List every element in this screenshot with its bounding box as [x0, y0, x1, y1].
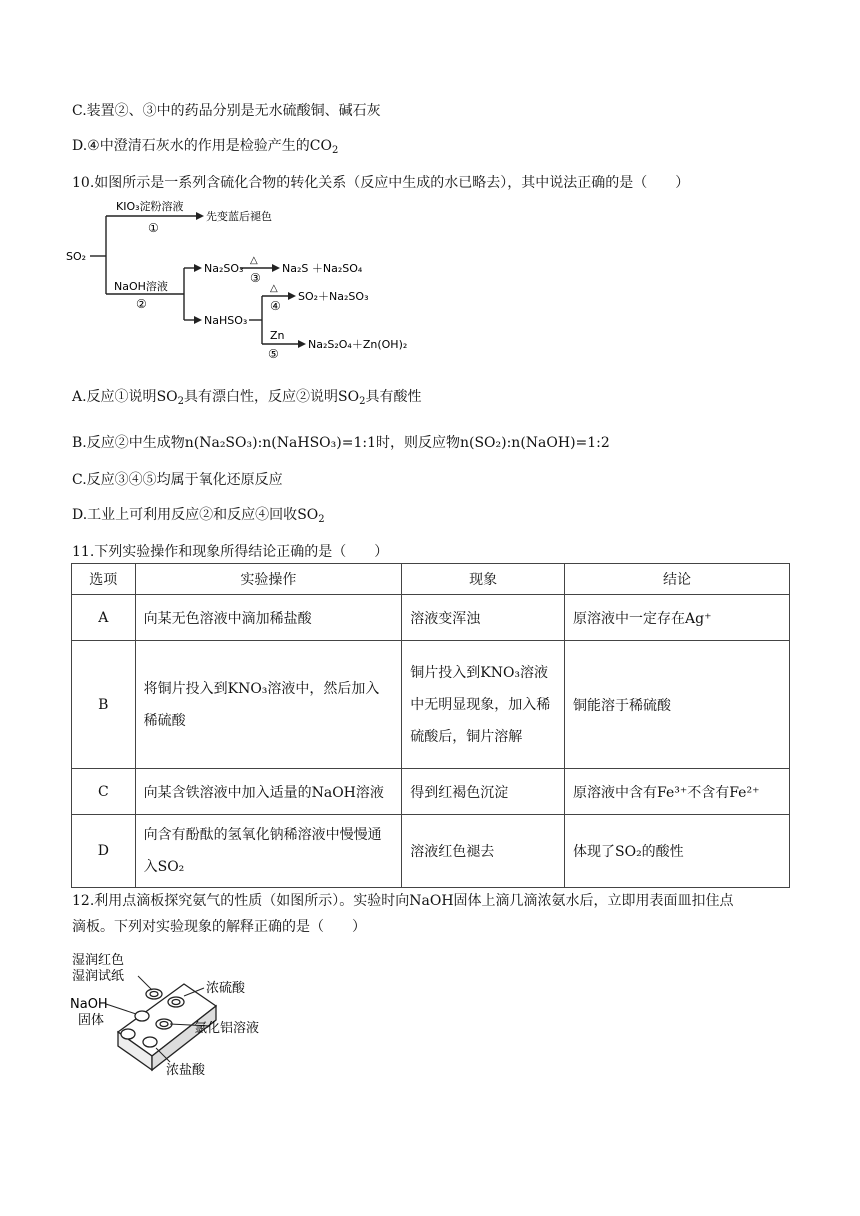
header-conclusion: 结论	[565, 564, 790, 595]
row-b-phenomenon: 铜片投入到KNO₃溶液中无明显现象，加入稀硫酸后，铜片溶解	[402, 641, 565, 769]
result1-label: 先变蓝后褪色	[206, 210, 272, 223]
label-conc-sulfuric: 浓硫酸	[206, 981, 246, 996]
option-a-part1: A.反应①说明	[72, 389, 157, 405]
product5-label: Na₂S₂O₄＋Zn(OH)₂	[308, 338, 408, 351]
label-conc-hcl: 浓盐酸	[166, 1063, 206, 1078]
row-c-conclusion: 原溶液中含有Fe³⁺不含有Fe²⁺	[565, 769, 790, 815]
row-c-phenomenon: 得到红褐色沉淀	[402, 769, 565, 815]
so2-sub-d: 2	[318, 514, 325, 525]
product3-label: Na₂S ＋Na₂SO₄	[282, 262, 363, 275]
co2-formula: CO	[309, 138, 332, 154]
label-alcl3: 氯化铝溶液	[194, 1021, 260, 1036]
na2so3-label: Na₂SO₃	[204, 262, 244, 275]
step2-label: ②	[136, 297, 147, 311]
question-10-option-b: B.反应②中生成物n(Na₂SO₃):n(NaHSO₃)=1:1时，则反应物n(SO₂):n(NaOH)=1:2	[72, 435, 610, 451]
product4-label: SO₂＋Na₂SO₃	[298, 290, 369, 303]
row-d-conclusion: 体现了SO₂的酸性	[565, 815, 790, 888]
question-10-option-a	[72, 386, 421, 407]
row-c-option: C	[72, 769, 136, 815]
reaction-diagram-10	[66, 196, 426, 366]
table-row	[72, 595, 790, 641]
question-10-option-d	[72, 504, 325, 525]
so2-formula-d: SO	[297, 507, 319, 523]
so2-label: SO₂	[66, 250, 87, 263]
so2-formula-a1: SO	[156, 389, 178, 405]
header-phenomenon: 现象	[402, 564, 565, 595]
option-a-part3: 具有酸性	[365, 389, 422, 405]
option-c-line: C.装置②、③中的药品分别是无水硫酸铜、碱石灰	[72, 103, 381, 119]
so2-formula-a2: SO	[338, 389, 360, 405]
step4-label: ④	[270, 299, 281, 313]
header-option: 选项	[72, 564, 136, 595]
option-d-line	[72, 135, 338, 156]
row-a-phenomenon: 溶液变浑浊	[402, 595, 565, 641]
row-a-operation: 向某无色溶液中滴加稀盐酸	[135, 595, 402, 641]
so2-sub-a1: 2	[177, 396, 185, 407]
kio3-label: KIO₃淀粉溶液	[116, 200, 184, 213]
co2-sub: 2	[331, 145, 339, 156]
zn-label: Zn	[270, 329, 285, 342]
table-row	[72, 769, 790, 815]
label-naoh: NaOH	[70, 997, 108, 1012]
question-12-line2: 滴板。下列对实验现象的解释正确的是（ ）	[72, 919, 366, 935]
row-b-option: B	[72, 641, 136, 769]
delta-4-label: △	[270, 283, 278, 294]
naoh-label: NaOH溶液	[114, 280, 168, 293]
row-d-phenomenon: 溶液红色褪去	[402, 815, 565, 888]
row-d-operation: 向含有酚酞的氢氧化钠稀溶液中慢慢通入SO₂	[135, 815, 402, 888]
delta-3-label: △	[250, 255, 258, 266]
step5-label: ⑤	[268, 347, 279, 361]
spot-plate-diagram	[66, 948, 286, 1088]
option-d-text: D.④中澄清石灰水的作用是检验产生的	[72, 138, 310, 154]
step1-label: ①	[148, 221, 159, 235]
row-a-option: A	[72, 595, 136, 641]
row-c-operation: 向某含铁溶液中加入适量的NaOH溶液	[135, 769, 402, 815]
row-a-conclusion: 原溶液中一定存在Ag⁺	[565, 595, 790, 641]
nahso3-label: NaHSO₃	[204, 314, 248, 327]
table-row	[72, 641, 790, 769]
question-10: 10.如图所示是一系列含硫化合物的转化关系（反应中生成的水已略去），其中说法正确的是（ ）	[72, 175, 690, 191]
label-wet-red: 湿润红色	[72, 953, 125, 968]
label-solid: 固体	[78, 1013, 105, 1028]
option-a-part2: 具有漂白性，反应②说明	[184, 389, 339, 405]
header-operation: 实验操作	[135, 564, 402, 595]
row-d-option: D	[72, 815, 136, 888]
option-d-part1: D.工业上可利用反应②和反应④回收	[72, 507, 298, 523]
experiment-table	[71, 563, 790, 888]
label-wet-paper: 湿润试纸	[72, 969, 125, 984]
question-11: 11.下列实验操作和现象所得结论正确的是（ ）	[72, 544, 389, 560]
row-b-operation: 将铜片投入到KNO₃溶液中，然后加入稀硫酸	[135, 641, 402, 769]
table-row	[72, 815, 790, 888]
table-header-row	[72, 564, 790, 595]
so2-sub-a2: 2	[359, 396, 366, 407]
question-10-option-c: C.反应③④⑤均属于氧化还原反应	[72, 472, 283, 488]
question-12-line1: 12.利用点滴板探究氨气的性质（如图所示）。实验时向NaOH固体上滴几滴浓氨水后，立即用表面皿扣住点	[72, 893, 734, 909]
row-b-conclusion: 铜能溶于稀硫酸	[565, 641, 790, 769]
step3-label: ③	[250, 271, 261, 285]
